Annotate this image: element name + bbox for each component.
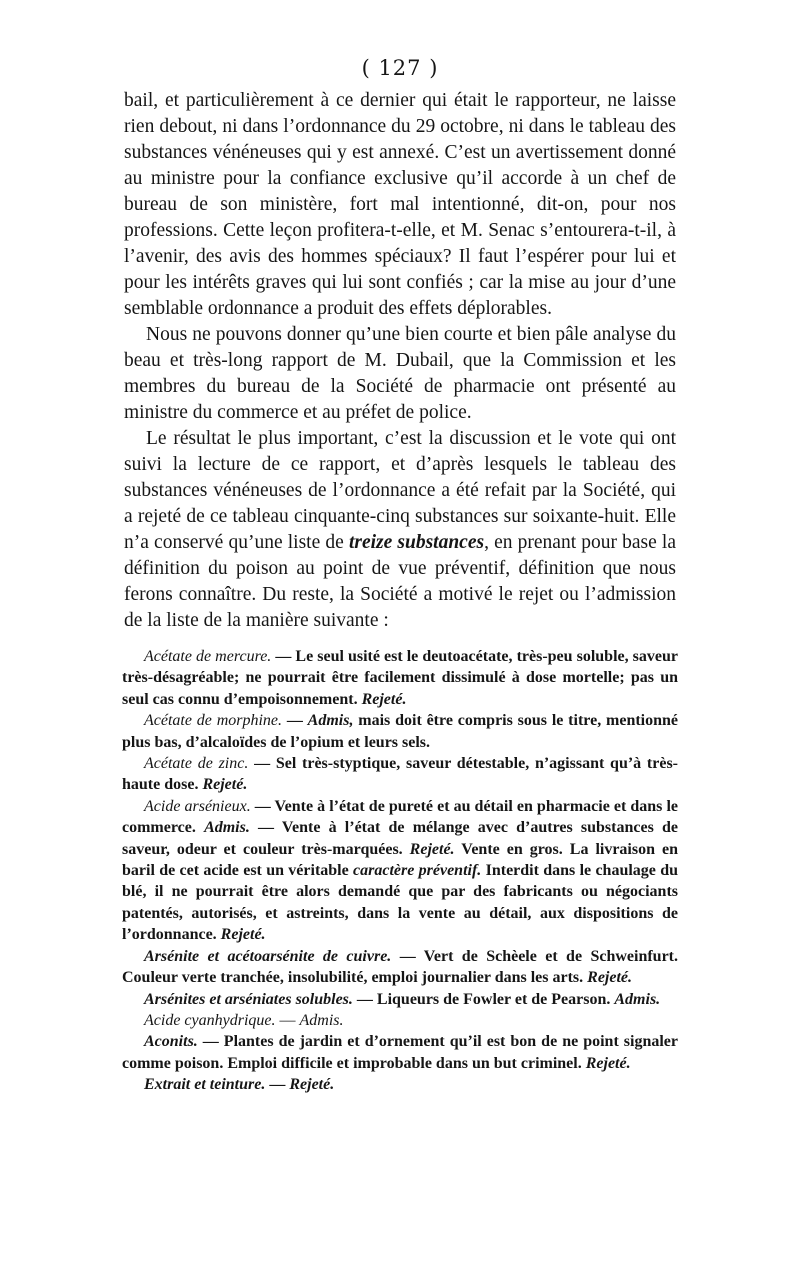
paragraph-3-emphasis: treize substances <box>348 532 485 553</box>
substance-name: Aconits. <box>144 1033 198 1051</box>
verdict: Rejeté. <box>220 926 266 944</box>
list-item <box>122 989 678 1010</box>
substance-description: mais doit être compris sous le titre, mentionné plus bas, d’alcaloïdes de l’opium et leurs sels. <box>122 712 679 751</box>
substance-description: — <box>275 1011 300 1029</box>
substance-name: Extrait et teinture. <box>144 1076 266 1094</box>
substance-name: Acide cyanhydrique. <box>144 1011 276 1029</box>
paragraph-1: bail, et particulièrement à ce dernier qui était le rapporteur, ne laisse rien debout, ni dans l’ordonnance du 29 octobre, ni dans le tableau des substances vénéneuses qui y est annexé. C’est un avertissement donné au ministre pour la confiance exclusive qu’il accorde à un chef de bureau de son ministère, fort mal intentionné, dit-on, pour nos professions. Cette leçon profitera-t-elle, et M. Senac s’entourera-t-il, à l’avenir, des avis des hommes spéciaux? Il faut l’espérer pour lui et pour les intérêts graves qui lui sont confiés ; car la mise au jour d’une semblable ordonnance a produit des effets déplorables. <box>124 90 676 319</box>
substance-description: — Le seul usité est le deutoacétate, très-peu soluble, saveur très-désagréable; ne pourrait être facilement dissimulé à dose mortelle; pas un seul cas connu d’empoisonnement. <box>122 648 678 708</box>
substance-name: Acide arsénieux. <box>144 797 251 815</box>
list-item <box>122 1010 678 1031</box>
substance-description: Vente en gros. La livraison en baril de cet acide est un véritable <box>122 840 678 880</box>
emphasis: caractère préventif. <box>353 862 482 880</box>
verdict: Rejeté. <box>361 690 407 708</box>
list-item <box>122 1074 678 1095</box>
substance-description: — Sel très-styptique, saveur détestable, n’agissant qu’à très-haute dose. <box>122 755 679 794</box>
substance-description: — <box>265 1076 290 1094</box>
substance-description: — Liqueurs de Fowler et de Pearson. <box>352 990 615 1008</box>
substance-name: Acétate de zinc. <box>144 755 249 773</box>
list-item <box>122 946 678 989</box>
substance-name: Acétate de morphine. <box>144 712 283 730</box>
substance-description: — <box>282 712 308 730</box>
substance-name: Arsénite et acétoarsénite de cuivre. <box>144 947 392 965</box>
verdict: Admis, <box>307 712 354 730</box>
verdict: Admis. <box>299 1011 344 1029</box>
substance-name: Acétate de mercure. <box>144 648 272 665</box>
paragraph-3-text: Le résultat le plus important, c’est la discussion et le vote qui ont suivi la lecture de ce rapport, et d’après lesquels le tableau des substances vénéneuses de l’ordonnance a été refait par la Société, qui a rejeté de ce tableau cinquante-cinq substances sur soixante-huit. Elle n’a conservé qu’une liste de <box>124 428 676 553</box>
verdict: Rejeté. <box>409 840 455 858</box>
main-text <box>124 88 676 634</box>
verdict: Admis. <box>614 990 661 1008</box>
list-item <box>122 796 678 946</box>
paragraph-3-text-end: , en prenant pour base la définition du poison au point de vue préventif, définition que nous ferons connaître. Du reste, la Société a motivé le rejet ou l’admission de la liste de la manière suivante : <box>124 532 676 631</box>
substance-description: — Vente à l’état de mélange avec d’autres substances de saveur, odeur et couleur très-marquées. <box>122 819 678 858</box>
verdict: Admis. <box>204 819 250 837</box>
substance-name: Arsénites et arséniates solubles. <box>144 990 353 1008</box>
substance-description: — Vert de Schèele et de Schweinfurt. Couleur verte tranchée, insolubilité, emploi journalier dans les arts. <box>122 947 678 987</box>
substance-description: Interdit dans le chaulage du blé, il ne pourrait être alors demandé que par des fabricants ou négociants patentés, autorisés, et astreints, dans la vente au détail, aux dispositions de l’ordonnance. <box>122 862 678 944</box>
page-number: ( 127 ) <box>361 56 439 80</box>
verdict: Rejeté. <box>587 969 633 987</box>
paragraph-2: Nous ne pouvons donner qu’une bien courte et bien pâle analyse du beau et très-long rapport de M. Dubail, que la Commission et les membres du bureau de la Société de pharmacie ont présenté au ministre du commerce et au préfet de police. <box>124 324 676 423</box>
verdict: Rejeté. <box>202 776 248 794</box>
list-item <box>122 753 678 796</box>
paragraph-3 <box>124 426 676 634</box>
substance-description: — Plantes de jardin et d’ornement qu’il est bon de ne point signaler comme poison. Emploi difficile et improbable dans un but criminel. <box>122 1033 678 1072</box>
list-item <box>122 1031 678 1074</box>
list-item <box>122 646 678 710</box>
verdict: Rejeté. <box>289 1076 335 1094</box>
list-item <box>122 710 678 753</box>
substance-list <box>122 646 678 1096</box>
substance-description: — Vente à l’état de pureté et au détail en pharmacie et dans le commerce. <box>122 797 679 837</box>
verdict: Rejeté. <box>585 1054 631 1072</box>
